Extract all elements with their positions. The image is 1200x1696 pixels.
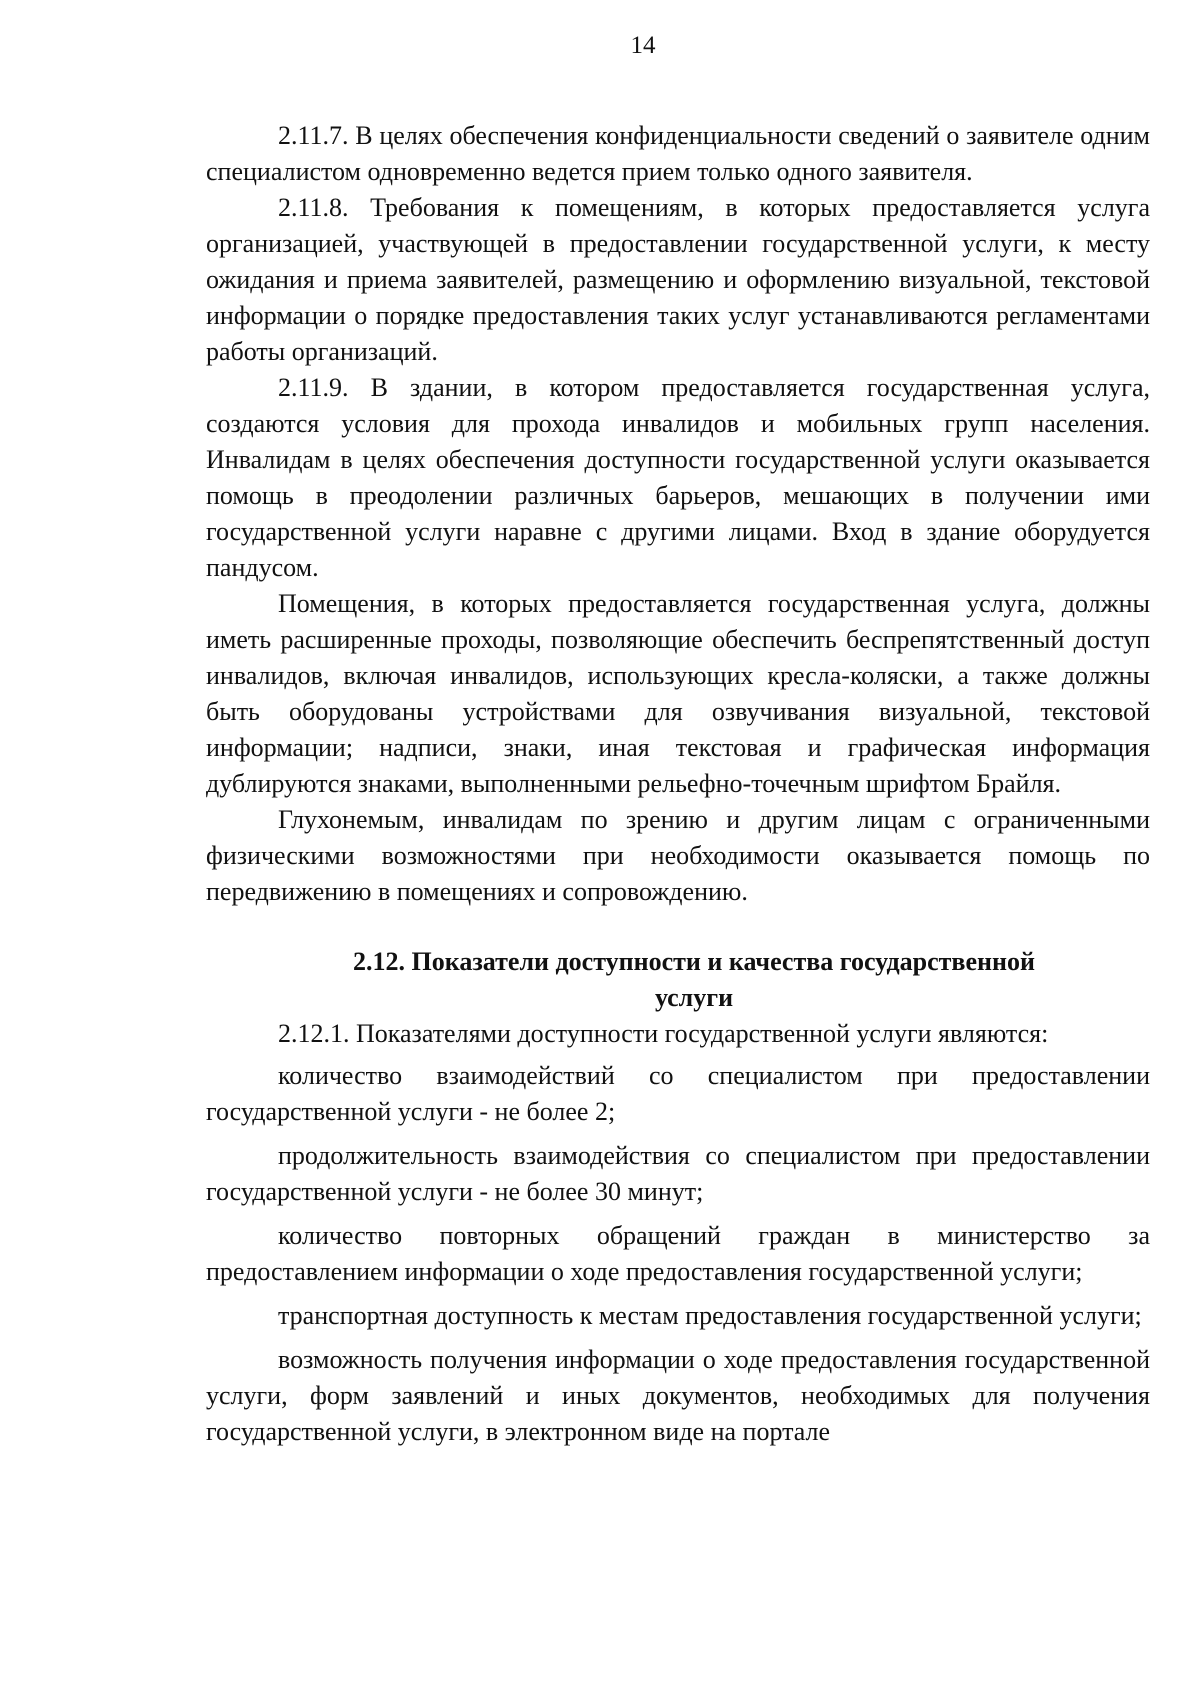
list-item: количество взаимодействий со специалистом при предоставлении государственной услуги - не более 2;	[206, 1061, 1150, 1126]
list-item: возможность получения информации о ходе предоставления государственной услуги, форм заявлений и иных документов, необходимых для получения государственной услуги, в электронном виде на портале	[206, 1345, 1150, 1446]
section-heading-2-12	[206, 944, 1150, 1016]
document-body	[206, 118, 1150, 1458]
list-item: транспортная доступность к местам предоставления государственной услуги;	[278, 1301, 1142, 1330]
paragraph-2-11-7: 2.11.7. В целях обеспечения конфиденциальности сведений о заявителе одним специалистом одновременно ведется прием только одного заявителя.	[206, 121, 1150, 186]
list-item: количество повторных обращений граждан в министерство за предоставлением информации о ходе предоставления государственной услуги;	[206, 1221, 1150, 1286]
paragraph-deaf-assistance: Глухонемым, инвалидам по зрению и другим лицам с ограниченными физическими возможностями при необходимости оказывается помощь по передвижению в помещениях и сопровождению.	[206, 805, 1150, 906]
page-number: 14	[630, 32, 656, 59]
paragraph-premises: Помещения, в которых предоставляется государственная услуга, должны иметь расширенные проходы, позволяющие обеспечить беспрепятственный доступ инвалидов, включая инвалидов, использующих кресла-коляски, а также должны быть оборудованы устройствами для озвучивания визуальной, текстовой информации; надписи, знаки, иная текстовая и графическая информация дублируются знаками, выполненными рельефно-точечным шрифтом Брайля.	[206, 589, 1150, 798]
list-item: продолжительность взаимодействия со специалистом при предоставлении государственной услуги - не более 30 минут;	[206, 1141, 1150, 1206]
section-heading-line-2: услуги	[654, 983, 734, 1012]
paragraph-2-12-1: 2.12.1. Показателями доступности государственной услуги являются:	[278, 1019, 1049, 1048]
paragraph-2-11-8: 2.11.8. Требования к помещениям, в которых предоставляется услуга организацией, участвующей в предоставлении государственной услуги, к месту ожидания и приема заявителей, размещению и оформлению визуальной, текстовой информации о порядке предоставления таких услуг устанавливаются регламентами работы организаций.	[206, 193, 1150, 366]
paragraph-2-11-9: 2.11.9. В здании, в котором предоставляется государственная услуга, создаются условия для прохода инвалидов и мобильных групп населения. Инвалидам в целях обеспечения доступности государственной услуги оказывается помощь в преодолении различных барьеров, мешающих в получении ими государственной услуги наравне с другими лицами. Вход в здание оборудуется пандусом.	[206, 373, 1150, 582]
section-heading-line-1: 2.12. Показатели доступности и качества государственной	[353, 947, 1035, 976]
